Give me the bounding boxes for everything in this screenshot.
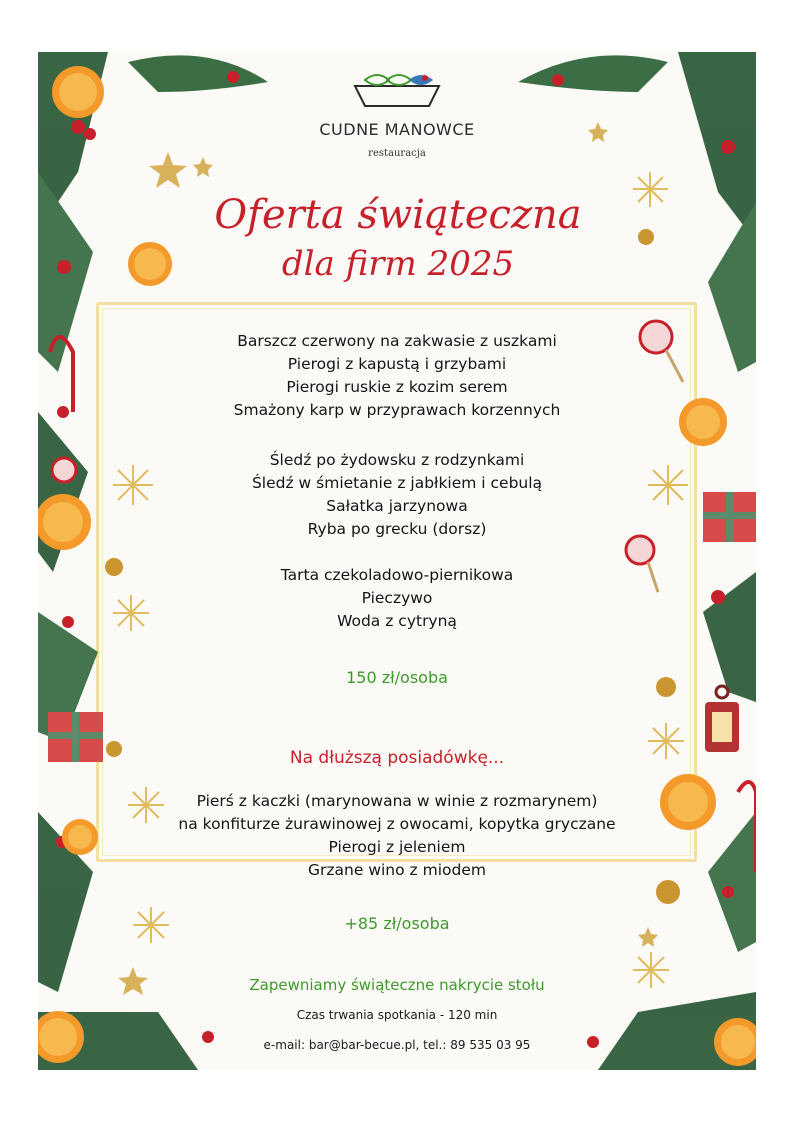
menu-item: Pierś z kaczki (marynowana w winie z rozmarynem) (196, 792, 598, 810)
brand-subtitle: restauracja (368, 148, 426, 159)
menu-price: 150 zł/osoba (346, 668, 448, 687)
contact-info: e-mail: bar@bar-becue.pl, tel.: 89 535 03 95 (263, 1038, 531, 1052)
menu-group-cold-dishes (138, 449, 656, 541)
extra-heading: Na dłuższą posiadówkę... (289, 748, 505, 768)
menu-item: Barszcz czerwony na zakwasie z uszkami (237, 332, 557, 350)
menu-item: Ryba po grecku (dorsz) (307, 520, 487, 538)
offer-subtitle: dla firm 2025 (281, 244, 515, 284)
menu-group-extra (138, 790, 656, 882)
logo (297, 62, 497, 172)
menu-group-dessert (138, 564, 656, 633)
brand-name: CUDNE MANOWCE (319, 120, 475, 139)
meeting-duration: Czas trwania spotkania - 120 min (296, 1008, 498, 1022)
menu-item: Pierogi z jeleniem (328, 838, 466, 856)
menu-item: Smażony karp w przyprawach korzennych (233, 401, 561, 419)
menu-item: Śledź w śmietanie z jabłkiem i cebulą (251, 474, 543, 492)
menu-item: Pieczywo (361, 589, 433, 607)
menu-item: Pierogi z kapustą i grzybami (287, 355, 507, 373)
menu-group-soups (138, 330, 656, 422)
offer-title: Oferta świąteczna (214, 192, 582, 238)
menu-item: Śledź po żydowsku z rodzynkami (269, 451, 525, 469)
menu-item: Tarta czekoladowo-piernikowa (280, 566, 514, 584)
extra-price: +85 zł/osoba (344, 914, 450, 933)
boat-fish-logo-icon (297, 62, 497, 118)
menu-item: Grzane wino z miodem (308, 861, 486, 879)
table-setting-note: Zapewniamy świąteczne nakrycie stołu (249, 976, 545, 994)
menu-item: Woda z cytryną (337, 612, 457, 630)
menu-item: Sałatka jarzynowa (326, 497, 468, 515)
menu-item: na konfiturze żurawinowej z owocami, kopytka gryczane (178, 815, 616, 833)
menu-item: Pierogi ruskie z kozim serem (286, 378, 508, 396)
menu-page (38, 52, 756, 1070)
